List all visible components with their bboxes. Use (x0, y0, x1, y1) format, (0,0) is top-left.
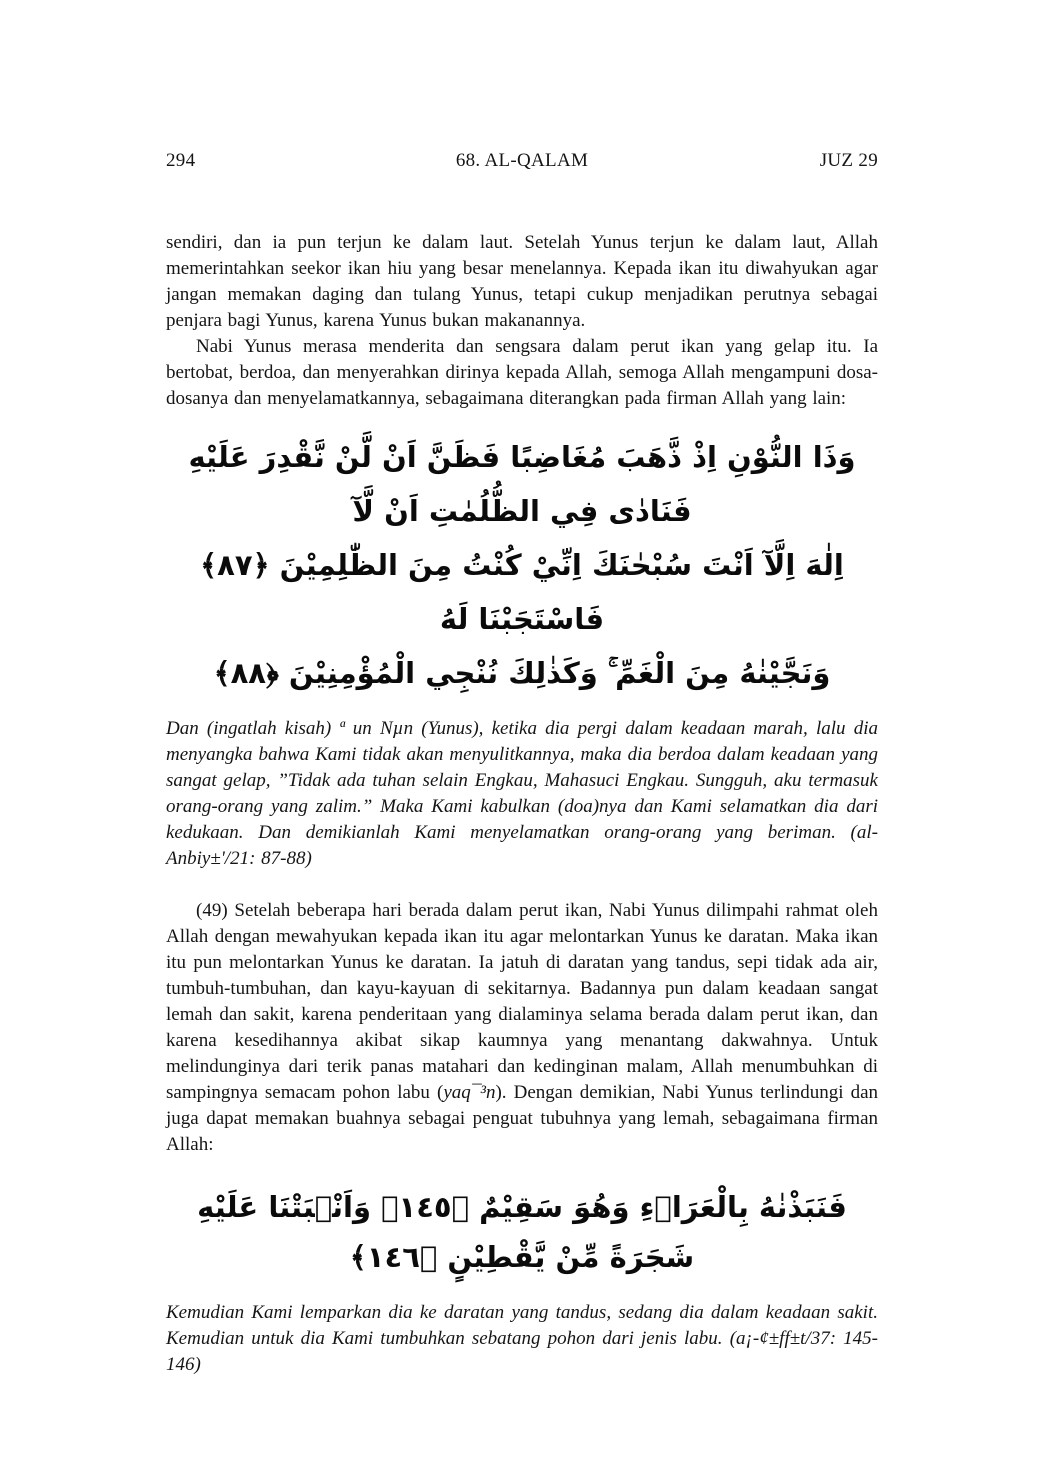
verse-translation-2: Kemudian Kami lemparkan dia ke daratan yang tandus, sedang dia dalam keadaan sakit. Kemudian untuk dia Kami tumbuhkan sebatang pohon dari jenis labu. (a¡-¢±ff±t/37: 145-146) (166, 1302, 878, 1375)
page-header (166, 148, 878, 174)
quran-verse-arabic-block-1 (166, 430, 878, 700)
verse-translation-1: Dan (ingatlah kisah) ª un Nµn (Yunus), ketika dia pergi dalam keadaan marah, lalu dia menyangka bahwa Kami tidak akan menyulitkannya, maka dia berdoa dalam keadaan yang sangat gelap, ”Tidak ada tuhan selain Engkau, Mahasuci Engkau. Sungguh, aku termasuk orang-orang yang zalim.” Maka Kami kabulkan (doa)nya dan Kami selamatkan dia dari kedukaan. Dan demikianlah Kami menyelamatkan orang-orang yang beriman. (al-Anbiy±'/21: 87-88) (166, 718, 878, 869)
arabic-verse-line-1: وَذَا النُّوْنِ اِذْ ذَّهَبَ مُغَاضِبًا فَظَنَّ اَنْ لَّنْ نَّقْدِرَ عَلَيْهِ فَنَادٰى فِي الظُّلُمٰتِ اَنْ لَّآ (188, 440, 856, 528)
commentary-paragraph-3 (166, 898, 878, 1158)
arabic-verse-line-3: وَنَجَّيْنٰهُ مِنَ الْغَمِّ ۚ وَكَذٰلِكَ نُنْجِي الْمُؤْمِنِيْنَ ﴿٨٨﴾ (213, 656, 831, 690)
juz-label: JUZ 29 (819, 150, 878, 171)
paragraph-3-text-after: ). Dengan demikian, Nabi Yunus terlindungi dan juga dapat memakan buahnya sebagai penguat tubuhnya yang lemah, sebagaimana firman Allah: (166, 1082, 879, 1155)
page-number: 294 (166, 150, 196, 171)
arabic-verse-line-single: فَنَبَذْنٰهُ بِالْعَرَاۤءِ وَهُوَ سَقِيْمٌ ﴿١٤٥﴾ وَاَنْۢبَتْنَا عَلَيْهِ شَجَرَةً مِّنْ يَّقْطِيْنٍ ﴿١٤٦﴾ (197, 1190, 847, 1274)
quran-verse-arabic-block-2 (166, 1182, 878, 1282)
surah-title: 68. AL-QALAM (455, 150, 589, 171)
paragraph-3-text-before: (49) Setelah beberapa hari berada dalam perut ikan, Nabi Yunus dilimpahi rahmat oleh Allah dengan mewahyukan kepada ikan itu agar melontarkan Yunus ke daratan. Maka ikan itu pun melontarkan Yunus ke daratan. Ia jatuh di daratan yang tandus, sepi tidak ada air, tumbuh-tumbuhan, dan kayu-kayuan di sekitarnya. Badannya pun dalam keadaan sangat lemah dan sakit, karena penderitaan yang dialaminya selama berada dalam perut ikan, dan karena kesedihannya akibat sikap kaumnya yang menantang dakwahnya. Untuk melindunginya dari terik panas matahari dan kedinginan malam, Allah menumbuhkan di sampingnya semacam pohon labu ( (166, 900, 878, 1103)
arabic-verse-line-2: اِلٰهَ اِلَّآ اَنْتَ سُبْحٰنَكَ اِنِّيْ كُنْتُ مِنَ الظّٰلِمِيْنَ ﴿٨٧﴾ فَاسْتَجَبْنَا لَهُ (200, 548, 844, 636)
paragraph-3-transliterated-term: yaq¯³n (443, 1082, 496, 1103)
commentary-paragraph-1: sendiri, dan ia pun terjun ke dalam laut. Setelah Yunus terjun ke dalam laut, Allah memerintahkan seekor ikan hiu yang besar menelannya. Kepada ikan itu diwahyukan agar jangan memakan daging dan tulang Yunus, tetapi cukup menjadikan perutnya sebagai penjara bagi Yunus, karena Yunus bukan makanannya. (166, 232, 878, 331)
commentary-paragraph-2: Nabi Yunus merasa menderita dan sengsara dalam perut ikan yang gelap itu. Ia bertobat, berdoa, dan menyerahkan dirinya kepada Allah, semoga Allah mengampuni dosa-dosanya dan menyelamatkannya, sebagaimana diterangkan pada firman Allah yang lain: (166, 336, 878, 409)
